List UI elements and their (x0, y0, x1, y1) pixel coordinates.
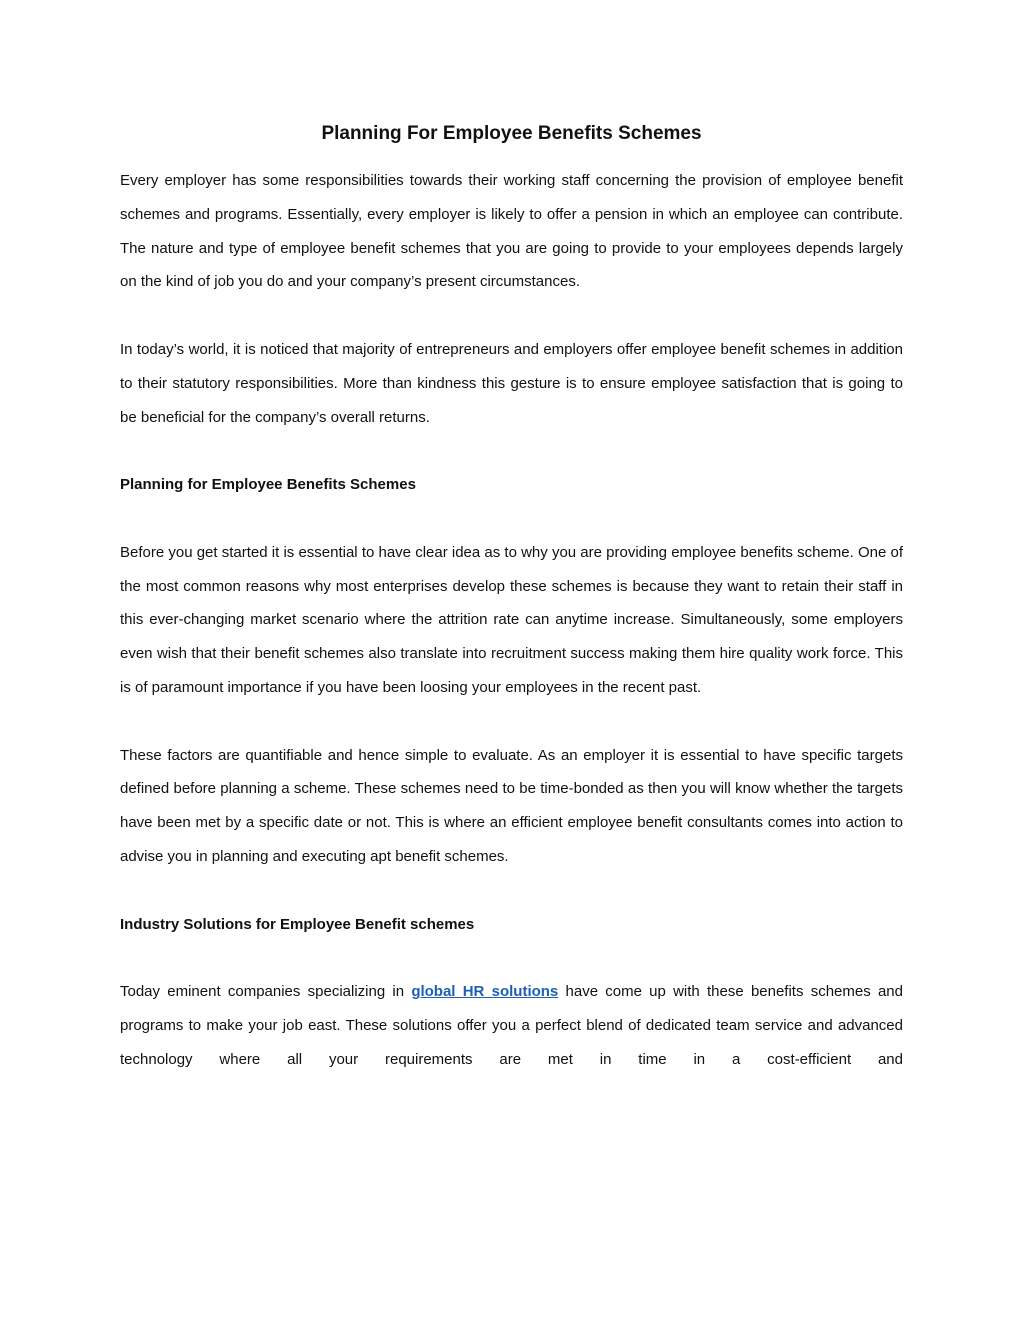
paragraph-spacer (120, 874, 903, 908)
paragraph-spacer (120, 502, 903, 536)
section-heading-planning: Planning for Employee Benefits Schemes (120, 476, 416, 494)
paragraph-spacer (120, 941, 903, 975)
paragraph-text-after-link: have come up with these benefits schemes and programs to make your job east. These solutions offer you a perfect blend of dedicated team service and advanced technology where all your requirements are met in time in a cost-efficient and (120, 983, 903, 1068)
paragraph-spacer (120, 434, 903, 468)
paragraph-industry (120, 975, 903, 1076)
global-hr-solutions-link[interactable]: global HR solutions (411, 983, 559, 1001)
paragraph-factors: These factors are quantifiable and hence simple to evaluate. As an employer it is essential to have specific targets defined before planning a scheme. These schemes need to be time-bonded as then you will know whether the targets have been met by a specific date or not. This is where an efficient employee benefit consultants comes into action to advise you in planning and executing apt benefit schemes. (120, 746, 903, 865)
document-title: Planning For Employee Benefits Schemes (321, 123, 702, 144)
paragraph-spacer (120, 705, 903, 739)
document-body (120, 118, 903, 1077)
paragraph-todays-world: In today’s world, it is noticed that majority of entrepreneurs and employers offer employee benefit schemes in addition to their statutory responsibilities. More than kindness this gesture is to ensure employee satisfaction that is going to be beneficial for the company’s overall returns. (120, 340, 903, 426)
paragraph-text-before-link: Today eminent companies specializing in (120, 983, 412, 1001)
paragraph-intro: Every employer has some responsibilities towards their working staff concerning the provision of employee benefit schemes and programs. Essentially, every employer is likely to offer a pension in which an employee can contribute. The nature and type of employee benefit schemes that you are going to provide to your employees depends largely on the kind of job you do and your company’s present circumstances. (120, 172, 903, 291)
section-heading-industry-solutions: Industry Solutions for Employee Benefit schemes (120, 915, 475, 933)
paragraph-spacer (120, 299, 903, 333)
paragraph-before-you-start: Before you get started it is essential to have clear idea as to why you are providing employee benefits scheme. One of the most common reasons why most enterprises develop these schemes is because they want to retain their staff in this ever-changing market scenario where the attrition rate can anytime increase. Simultaneously, some employers even wish that their benefit schemes also translate into recruitment success making them hire quality work force. This is of paramount importance if you have been loosing your employees in the recent past. (120, 543, 903, 696)
